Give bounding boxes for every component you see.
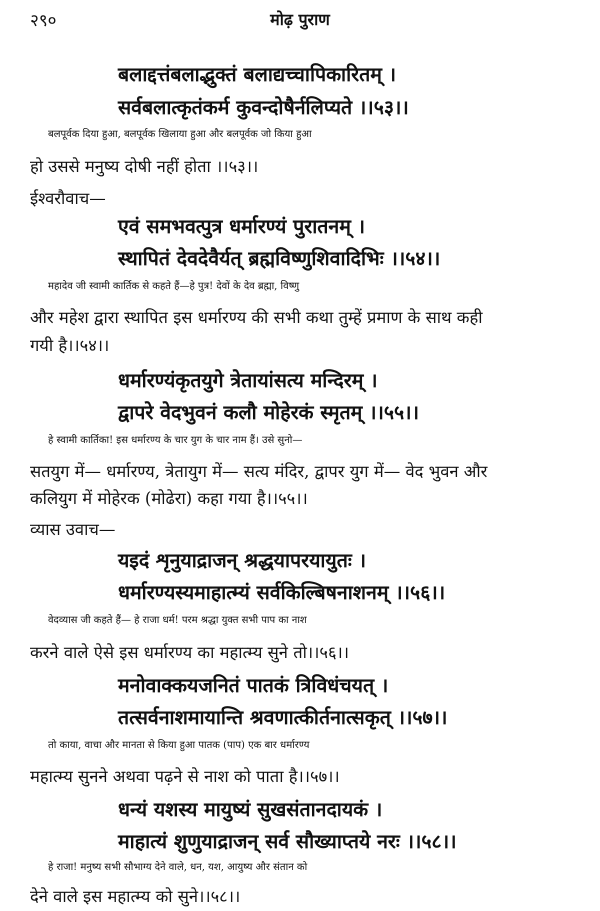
verse-57-line-1: मनोवाक्कयजनितं पातकं त्रिविधंचयत् । (118, 674, 389, 697)
verse-56-line-1: यइदं शृनुयाद्राजन् श्रद्धयापरयायुतः । (118, 549, 366, 572)
verse-55-line-1: धर्मारण्यंकृतयुगे त्रेतायांसत्य मन्दिरम् । (118, 369, 378, 392)
translation-58-line-1: हे राजा! मनुष्य सभी सौभाग्य देने वाले, धन, यश, आयुष्य और संतान को (48, 862, 308, 873)
verse-55-line-2: द्वापरे वेदभुवनं कलौ मोहेरकं स्मृतम् ।।५५।। (118, 401, 419, 424)
running-title: मोढ़ पुराण (270, 10, 330, 29)
verse-54-line-1: एवं समभवत्पुत्र धर्मारण्यं पुरातनम् । (118, 215, 366, 238)
translation-54-line-1: महादेव जी स्वामी कार्तिक से कहते हैं—हे पुत्र! देवों के देव ब्रह्मा, विष्णु (48, 281, 300, 292)
page-number: २९० (30, 11, 57, 31)
verse-53-line-1: बलाद्दत्तंबलाद्भुक्तं बलाद्यच्चापिकारितम् । (118, 63, 397, 86)
translation-55-line-1: हे स्वामी कार्तिका! इस धर्मारण्य के चार युग के चार नाम हैं। उसे सुनो— (48, 435, 303, 446)
translation-56-line-1: वेदव्यास जी कहते हैं— हे राजा धर्म! परम श्रद्धा युक्त सभी पाप का नाश (48, 615, 307, 626)
speaker-label-ishvara: ईश्वरौवाच— (30, 189, 106, 208)
translation-57-line-1: तो काया, वाचा और मानता से किया हुआ पातक (पाप) एक बार धर्मारण्य (48, 740, 310, 751)
speaker-label-vyasa: व्यास उवाच— (30, 520, 116, 539)
translation-56-line-2: करने वाले ऐसे इस धर्मारण्य का महात्म्य सुने तो।।५६।। (30, 643, 350, 662)
translation-57-line-2: महात्म्य सुनने अथवा पढ़ने से नाश को पाता है।।५७।। (30, 767, 340, 786)
translation-53-line-1: बलपूर्वक दिया हुआ, बलपूर्वक खिलाया हुआ और बलपूर्वक जो किया हुआ (48, 129, 312, 140)
translation-54-line-2: और महेश द्वारा स्थापित इस धर्मारण्य की सभी कथा तुम्हें प्रमाण के साथ कही (30, 308, 483, 327)
translation-53-line-2: हो उससे मनुष्य दोषी नहीं होता ।।५३।। (30, 157, 259, 176)
verse-58-line-1: धन्यं यशस्य मायुष्यं सुखसंतानदायकं । (118, 798, 383, 821)
verse-57-line-2: तत्सर्वनाशमायान्ति श्रवणात्कीर्तनात्सकृत् ।।५७।। (118, 706, 448, 729)
translation-54-line-3: गयी है।।५४।। (30, 336, 110, 355)
verse-53-line-2: सर्वबलात्कृतंकर्म कुवन्दोषैर्नलिप्यते ।।५३।। (118, 96, 409, 119)
translation-55-line-2: सतयुग में— धर्मारण्य, त्रेतायुग में— सत्य मंदिर, द्वापर युग में— वेद भुवन और (30, 462, 488, 481)
verse-54-line-2: स्थापितं देवदेवैर्यत् ब्रह्मविष्णुशिवादिभिः ।।५४।। (118, 247, 441, 270)
translation-55-line-3: कलियुग में मोहेरक (मोढेरा) कहा गया है।।५५।। (30, 489, 308, 508)
page-header (0, 0, 600, 34)
verse-58-line-2: माहात्यं शुणुयाद्राजन् सर्व सौख्याप्तये नरः ।।५८।। (118, 830, 457, 853)
translation-58-line-2: देने वाले इस महात्म्य को सुने।।५८।। (30, 887, 241, 906)
verse-56-line-2: धर्मारण्यस्यमाहात्म्यं सर्वकिल्बिषनाशनम् ।।५६।। (118, 581, 446, 604)
